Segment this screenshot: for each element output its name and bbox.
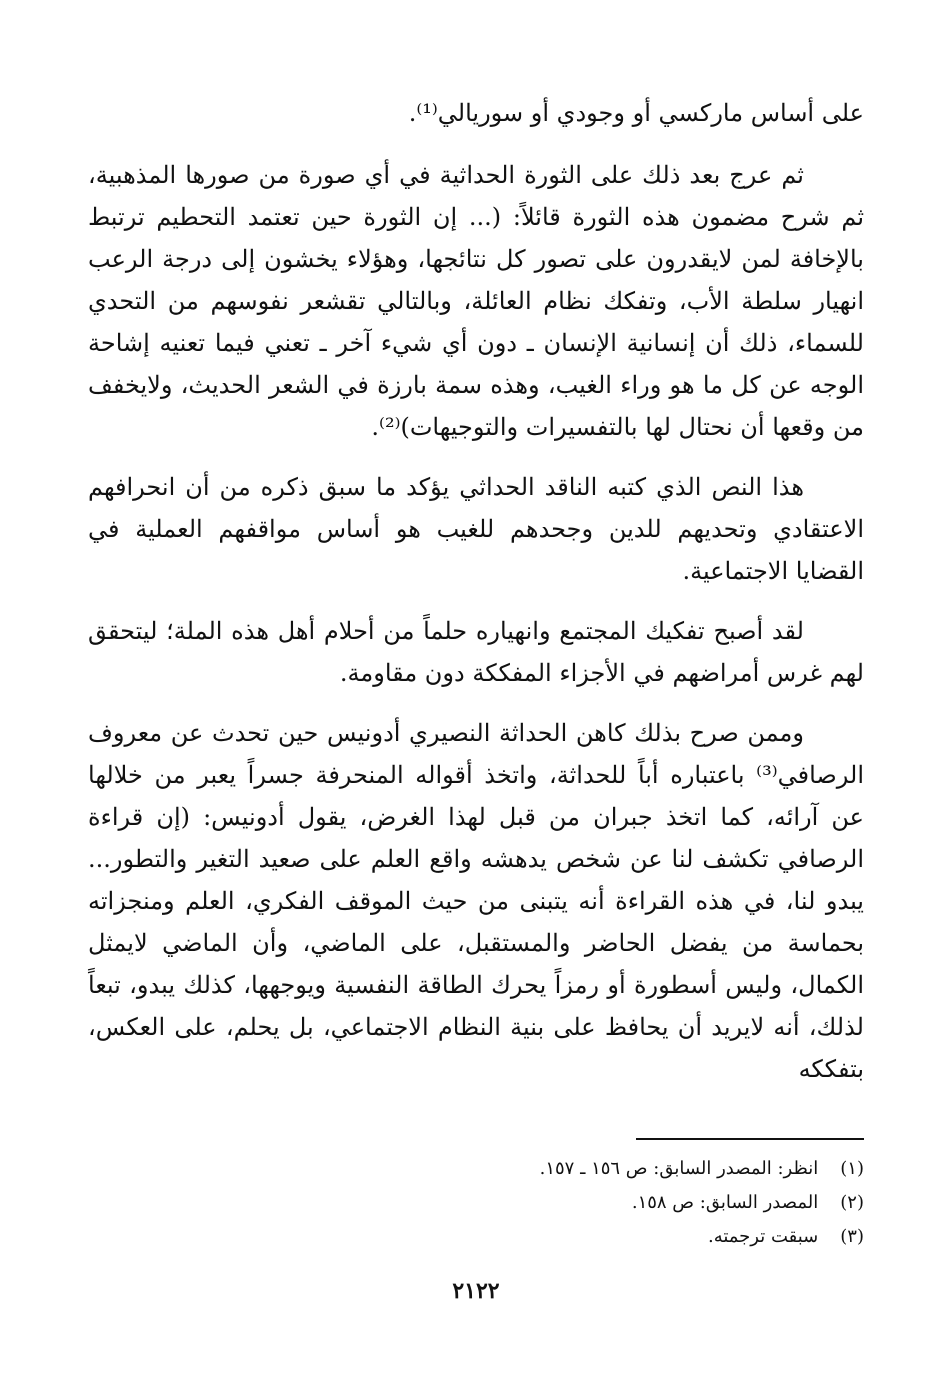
footnote-text: انظر: المصدر السابق: ص ١٥٦ ـ ١٥٧. [539,1158,819,1179]
paragraph-4: لقد أصبح تفكيك المجتمع وانهياره حلماً من أحلام أهل هذه الملة؛ ليتحقق لهم غرس أمراضهم في الأجزاء المفككة دون مقاومة. [88,617,864,687]
footnote-number: (٣) [840,1226,864,1247]
paragraph-3: هذا النص الذي كتبه الناقد الحداثي يؤكد ما سبق ذكره من أن انحرافهم الاعتقادي وتحديهم للدين وجحدهم للغيب هو أساس مواقفهم العملية في القضايا الاجتماعية. [88,473,864,585]
footnote-number: (٢) [840,1192,864,1213]
footnote-1 [88,1152,864,1186]
footnote-text: المصدر السابق: ص ١٥٨. [631,1192,819,1213]
paragraph-2: ثم عرج بعد ذلك على الثورة الحداثية في أي صورة من صورها المذهبية، ثم شرح مضمون هذه الثورة قائلاً: (... إن الثورة حين تعتمد التحطيم ترتبط بالإخافة لمن لايقدرون على تصور كل نتائجها، وهؤلاء يخشون إلى درجة الرعب انهيار سلطة الأب، وتفكك نظام العائلة، وبالتالي تقشعر نفوسهم من التحدي للسماء، ذلك أن إنسانية الإنسان ـ دون أي شيء آخر ـ تعني فيما تعنيه إشاحة الوجه عن كل ما هو وراء الغيب، وهذه سمة بارزة في الشعر الحديث، ولايخفف من وقعها أن نحتال لها بالتفسيرات والتوجيهات)⁽²⁾. [88,161,864,441]
body-text [88,92,864,1108]
footnote-2 [88,1186,864,1220]
page-number: ٢١٢٢ [452,1278,500,1304]
paragraph-1: على أساس ماركسي أو وجودي أو سوريالي⁽¹⁾. [408,99,864,127]
paragraph-5: وممن صرح بذلك كاهن الحداثة النصيري أدونيس حين تحدث عن معروف الرصافي⁽³⁾ باعتباره أباً للحداثة، واتخذ أقواله المنحرفة جسراً يعبر من خلالها عن آرائه، كما اتخذ جبران من قبل لهذا الغرض، يقول أدونيس: (إن قراءة الرصافي تكشف لنا عن شخص يدهشه واقع العلم على صعيد التغير والتطور... يبدو لنا، في هذه القراءة أنه يتبنى من حيث الموقف الفكري، العلم ومنجزاته بحماسة من يفضل الحاضر والمستقبل، على الماضي، وأن الماضي لايمثل الكمال، وليس أسطورة أو رمزاً يحرك الطاقة النفسية ويوجهها، كذلك يبدو، تبعاً لذلك، أنه لايريد أن يحافظ على بنية النظام الاجتماعي، بل يحلم، على العكس، بتفككه [88,719,864,1083]
footnote-number: (١) [840,1158,864,1179]
footnote-divider [636,1138,864,1140]
footnote-3 [88,1220,864,1254]
footnotes [88,1152,864,1254]
footnote-text: سبقت ترجمته. [707,1226,819,1247]
